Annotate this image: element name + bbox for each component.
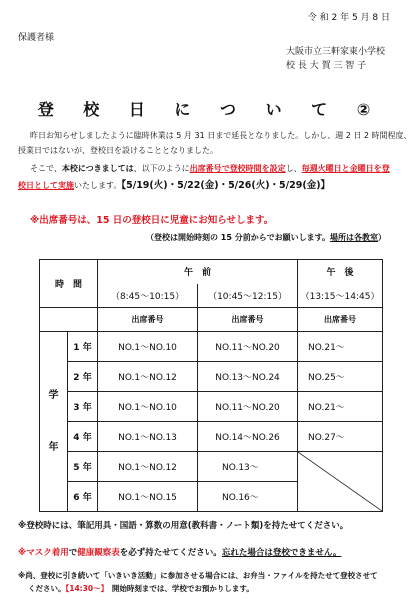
- grade-2-slot-1: NO.1～NO.12: [98, 362, 198, 392]
- grade-3-slot-2: NO.11～NO.20: [198, 392, 298, 422]
- paragraph-1-line-2: 授業日ではないが、登校日を設けることとなりました。: [18, 146, 218, 155]
- ikiiki-note-time: 【14:30～】: [65, 584, 105, 593]
- grade-side-label: [40, 332, 68, 512]
- grade-side-label-2: 年: [48, 441, 59, 453]
- arrival-note-a: （登校は開始時刻の 15 分前からでお願いします。: [146, 233, 330, 242]
- no-afternoon-cell: [298, 452, 383, 512]
- grade-6-label: 6 年: [68, 482, 98, 512]
- grade-3-slot-1: NO.1～NO.10: [98, 392, 198, 422]
- supplies-note: ※登校時には、筆記用具・国語・算数の用意(教科書・ノート類)を持たせてください。: [18, 521, 349, 531]
- arrival-note: [146, 233, 386, 243]
- school-name: 大阪市立三軒家東小学校: [286, 47, 386, 57]
- grade-5-label: 5 年: [68, 452, 98, 482]
- p2-text-b: 本校につきましては: [61, 164, 134, 173]
- arrival-note-place: 場所は各教室: [330, 233, 378, 242]
- grade-2-slot-3: NO.25～: [298, 362, 383, 392]
- paragraph-2-line-2: [18, 180, 330, 192]
- arrival-note-c: ）: [378, 233, 386, 242]
- slot-1-time: （8:45～10:15）: [98, 284, 198, 308]
- principal-name: 校 長 大 賀 三 智 子: [286, 61, 367, 71]
- p3-dates: 【5/19(火)・5/22(金)・5/26(火)・5/29(金)】: [121, 180, 331, 191]
- grade-3-slot-3: NO.21～: [298, 392, 383, 422]
- diagonal-slash: [298, 452, 382, 511]
- grade-3-label: 3 年: [68, 392, 98, 422]
- grade-4-slot-1: NO.1～NO.13: [98, 422, 198, 452]
- grade-5-slot-2: NO.13～: [198, 452, 298, 482]
- mask-note-a: ※マスク着用: [18, 548, 69, 558]
- mask-note-warning: 忘れた場合は登校できません。: [221, 548, 342, 558]
- slot-2-number-header: 出席番号: [198, 308, 298, 332]
- slot-3-time: （13:15～14:45）: [298, 284, 383, 308]
- grade-side-label-1: 学: [48, 389, 59, 401]
- grade-4-label: 4 年: [68, 422, 98, 452]
- page-title: 登 校 日 に つ い て ②: [37, 100, 383, 119]
- grade-1-slot-2: NO.11～NO.20: [198, 332, 298, 362]
- letter-date: 令 和 2 年 5 月 8 日: [307, 13, 390, 23]
- grade-4-slot-2: NO.14～NO.26: [198, 422, 298, 452]
- ikiiki-note-d: 開始時刻までは、学校でお預かりします。: [104, 584, 254, 593]
- grade-2-label: 2 年: [68, 362, 98, 392]
- ikiiki-note-line-2: [28, 584, 254, 594]
- blank-header-cell: [40, 308, 98, 332]
- p2-text-e: し、: [285, 164, 302, 173]
- grade-6-slot-2: NO.16～: [198, 482, 298, 512]
- p3-highlight: 校日として実施: [18, 181, 74, 190]
- grade-1-slot-3: NO.21～: [298, 332, 383, 362]
- ikiiki-note-line-1: ※尚、登校に引き続いて「いきいき活動」に参加させる場合には、お弁当・ファイルを持たせて登校させて: [18, 571, 378, 580]
- recipient: 保護者様: [18, 33, 55, 43]
- grade-4-slot-3: NO.27～: [298, 422, 383, 452]
- grade-5-slot-1: NO.1～NO.12: [98, 452, 198, 482]
- p2-highlight-time: 出席番号で登校時間を設定: [189, 164, 286, 173]
- pm-header: 午 後: [298, 260, 383, 284]
- slot-2-time: （10:45～12:15）: [198, 284, 298, 308]
- grade-2-slot-2: NO.13～NO.24: [198, 362, 298, 392]
- time-header: 時 間: [40, 260, 98, 308]
- paragraph-1-line-1: 昨日お知らせしましたように臨時休業は 5 月 31 日まで延長となりました。しかし、週 2 日 2 時間程度、: [30, 131, 412, 140]
- ikiiki-note-b: ください。: [28, 584, 66, 593]
- mask-note-c: 健康観察表: [77, 548, 120, 558]
- slot-3-number-header: 出席番号: [298, 308, 383, 332]
- p2-highlight-days: 毎週火曜日と金曜日を: [301, 164, 382, 173]
- slot-1-number-header: 出席番号: [98, 308, 198, 332]
- p2-highlight-days-cont: 登: [381, 164, 390, 173]
- mask-note-b: で: [68, 548, 78, 558]
- p2-text-c: 、以下のように: [133, 164, 190, 173]
- mask-note: [18, 546, 341, 558]
- p2-text-a: そこで、: [30, 164, 62, 173]
- attendance-number-notice: ※出席番号は、15 日の登校日に児童にお知らせします。: [30, 215, 274, 226]
- grade-1-label: 1 年: [68, 332, 98, 362]
- schedule-table: [39, 259, 383, 512]
- paragraph-2-line-1: [30, 164, 390, 174]
- mask-note-d: を必ず持たせてください。: [119, 548, 222, 558]
- grade-1-slot-1: NO.1～NO.10: [98, 332, 198, 362]
- grade-6-slot-1: NO.1～NO.15: [98, 482, 198, 512]
- am-header: 午 前: [98, 260, 298, 284]
- p3-text: いたします。: [74, 181, 122, 190]
